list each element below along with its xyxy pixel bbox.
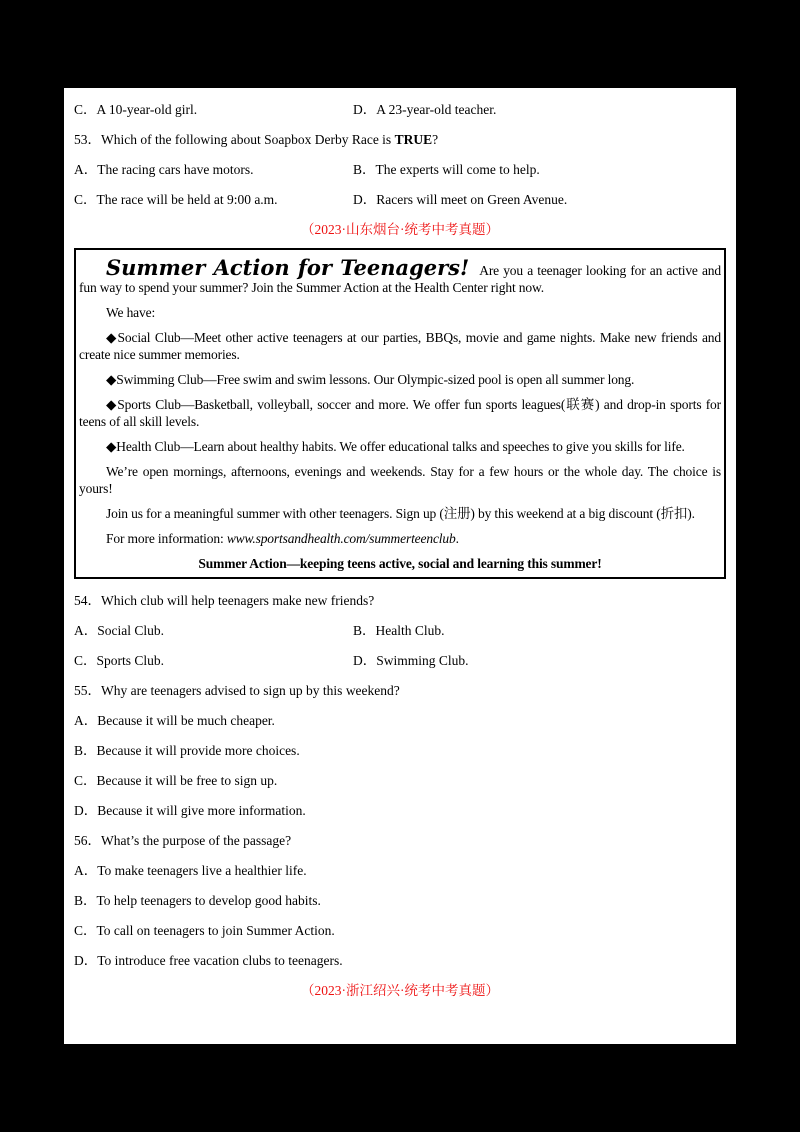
options-row-prev-cd: [74, 101, 726, 118]
question-55: 55．Why are teenagers advised to sign up by this weekend?: [74, 683, 400, 698]
question-53-bold-word: TRUE: [394, 132, 433, 147]
option-55-a: A．Because it will be much cheaper.: [74, 713, 275, 728]
passage-hours: We’re open mornings, afternoons, evenings and weekends. Stay for a few hours or the whole day. The choice is yours!: [79, 464, 721, 496]
option-prev-d: D．A 23-year-old teacher.: [353, 102, 497, 117]
passage-intro-text: Are you a teenager looking for an active and fun way to spend your summer? Join the Summer Action at the Health Center right now.: [79, 263, 721, 295]
bullet-health-club: ◆Health Club—Learn about healthy habits. We offer educational talks and speeches to give you skills for life.: [106, 439, 685, 454]
option-55-c: C．Because it will be free to sign up.: [74, 773, 278, 788]
option-56-b: B．To help teenagers to develop good habits.: [74, 893, 321, 908]
option-56-c: C．To call on teenagers to join Summer Action.: [74, 923, 335, 938]
option-54-b: B．Health Club.: [353, 623, 445, 638]
passage-title: Summer Action for Teenagers!: [106, 255, 470, 280]
passage-intro-paragraph: [79, 255, 721, 296]
more-info-period: .: [455, 531, 459, 546]
question-54: 54．Which club will help teenagers make new friends?: [74, 593, 375, 608]
option-53-a: A．The racing cars have motors.: [74, 162, 254, 177]
bullet-sports-club: ◆Sports Club—Basketball, volleyball, soccer and more. We offer fun sports leagues(联赛) and drop-in sports for teens of all skill levels.: [79, 397, 721, 429]
question-53: [74, 131, 726, 148]
option-53-c: C．The race will be held at 9:00 a.m.: [74, 192, 278, 207]
option-54-a: A．Social Club.: [74, 623, 164, 638]
option-54-d: D．Swimming Club.: [353, 653, 469, 668]
question-56: 56．What’s the purpose of the passage?: [74, 833, 292, 848]
passage-we-have: We have:: [106, 305, 156, 320]
passage-box: [74, 248, 726, 579]
options-row-54-cd: [74, 652, 726, 669]
option-53-d: D．Racers will meet on Green Avenue.: [353, 192, 568, 207]
option-53-b: B．The experts will come to help.: [353, 162, 540, 177]
exam-page: [64, 88, 736, 1044]
option-54-c: C．Sports Club.: [74, 653, 165, 668]
option-55-d: D．Because it will give more information.: [74, 803, 306, 818]
option-prev-c: C．A 10-year-old girl.: [74, 102, 198, 117]
bullet-social-club: ◆Social Club—Meet other active teenagers at our parties, BBQs, movie and game nights. Make new friends and create nice summer memories.: [79, 330, 721, 362]
bullet-swimming-club: ◆Swimming Club—Free swim and swim lessons. Our Olympic-sized pool is open all summer long.: [106, 372, 635, 387]
option-56-d: D．To introduce free vacation clubs to teenagers.: [74, 953, 343, 968]
question-53-text: 53．Which of the following about Soapbox Derby Race is: [74, 132, 395, 147]
passage-more-info: [79, 530, 721, 547]
source-label-yantai: （2023·山东烟台·统考中考真题）: [301, 222, 499, 237]
more-info-url: www.sportsandhealth.com/summerteenclub: [226, 531, 456, 546]
more-info-label: For more information:: [106, 531, 227, 546]
options-row-54-ab: [74, 622, 726, 639]
question-53-suffix: ?: [432, 132, 439, 147]
passage-signup: Join us for a meaningful summer with other teenagers. Sign up (注册) by this weekend at a big discount (折扣).: [106, 506, 695, 521]
option-55-b: B．Because it will provide more choices.: [74, 743, 300, 758]
source-label-shaoxing: （2023·浙江绍兴·统考中考真题）: [301, 983, 499, 998]
options-row-53-cd: [74, 191, 726, 208]
passage-slogan: Summer Action—keeping teens active, social and learning this summer!: [198, 556, 602, 571]
options-row-53-ab: [74, 161, 726, 178]
option-56-a: A．To make teenagers live a healthier life.: [74, 863, 307, 878]
